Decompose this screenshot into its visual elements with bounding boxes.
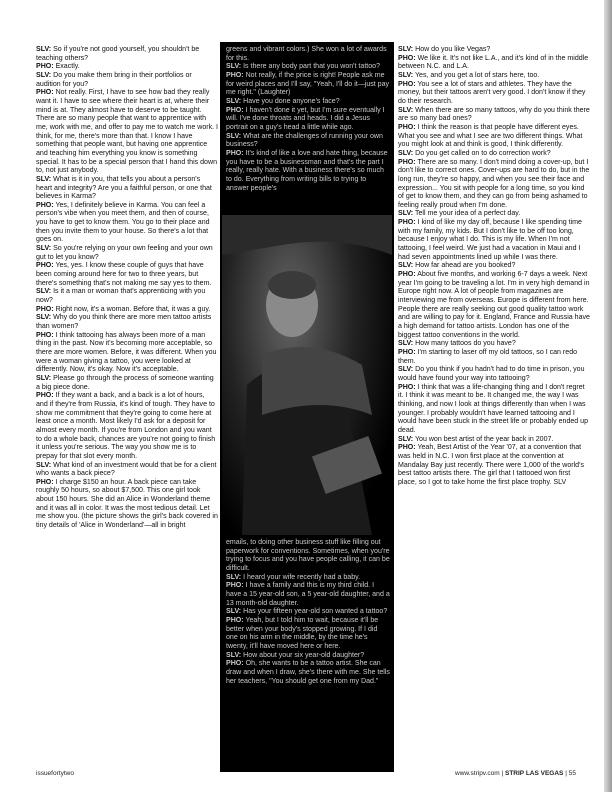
page-number: 55 xyxy=(568,770,576,777)
paragraph-text: Not really. First, I have to see how bad they really want it. I have to see where their heart is at, where their mind is at. They almost have to deserve to be taught. There are so many people that want to apprentice with me, work with me, and offer to pay me to watch me work. I think, for me, there's more than that. I know I have something that people want, but having one apprentice and teaching him everything you know is something special. It has to be a special person that I hand this down to, not just anybody. xyxy=(36,89,218,175)
interview-paragraph xyxy=(226,72,390,98)
interview-paragraph xyxy=(398,384,590,436)
paragraph-text: Do you make them bring in their portfolios or audition for you? xyxy=(36,71,192,88)
interview-paragraph xyxy=(36,288,218,305)
speaker-label: PHO: xyxy=(398,383,416,391)
speaker-label: PHO: xyxy=(36,392,54,400)
speaker-label: SLV: xyxy=(36,461,52,469)
paragraph-text: We like it. It's not like L.A., and it's kind of in the middle between N.C. and L.A. xyxy=(398,54,589,71)
speaker-label: PHO: xyxy=(226,616,244,624)
speaker-label: PHO: xyxy=(36,89,54,97)
interview-paragraph xyxy=(36,332,218,375)
speaker-label: PHO: xyxy=(398,158,416,166)
speaker-label: PHO: xyxy=(36,63,54,71)
interview-paragraph xyxy=(36,176,218,202)
interview-paragraph xyxy=(398,349,590,366)
paragraph-text: You won best artist of the year back in 2007. xyxy=(413,435,554,443)
paragraph-text: What are the challenges of running your own business? xyxy=(226,132,383,149)
footer-separator: | xyxy=(499,770,505,777)
paragraph-text: Yeah, but I told him to wait, because it'll be better when your body's stopped growing. If I did one on his arm in the middle, by the time he's twenty, it'll have moved here or here. xyxy=(226,616,379,650)
interview-paragraph xyxy=(398,444,590,487)
paragraph-text: I have a family and this is my third child. I have a 15 year-old son, a 5 year-old daughter, and a 13 month-old daughter. xyxy=(226,582,390,607)
speaker-label: SLV: xyxy=(398,435,414,443)
paragraph-text: Tell me your idea of a perfect day. xyxy=(413,210,521,218)
interview-paragraph xyxy=(398,124,590,150)
interview-paragraph xyxy=(226,107,390,133)
speaker-label: PHO: xyxy=(36,305,54,313)
interview-paragraph xyxy=(398,81,590,107)
paragraph-text: I charge $150 an hour. A back piece can take roughly 50 hours, so about $7,500. This one girl took about 150 hours. She did an Alice in Wonderland theme and it was all in color. It was the most tedious detail. Let me show you. (the picture shows the girl's back covered in tiny details of 'Alice in Wonderland'—all in bright xyxy=(36,478,218,530)
interview-paragraph xyxy=(398,366,590,383)
interview-paragraph xyxy=(36,479,218,531)
paragraph-text: Yes, I definitely believe in Karma. You can feel a person's vibe when you meet them, and then of course, you have to get to know them. You go to their place and then you invite them to your house. So there's a lot that goes on. xyxy=(36,201,210,244)
speaker-label: PHO: xyxy=(398,444,416,452)
speaker-label: SLV: xyxy=(226,132,242,140)
paragraph-text: I kind of like my day off, because I like spending time with my family, my kids. But I don't like to be off too long, because I enjoy what I do. This is my life. When I'm not tattooing, I feel weird. We just had a vacation in Maui and I had seven appointments lined up while I was there. xyxy=(398,219,582,261)
speaker-label: SLV: xyxy=(398,262,414,270)
page-edge-shadow xyxy=(604,0,612,792)
middle-column-bottom xyxy=(226,539,390,686)
interview-paragraph xyxy=(226,574,390,583)
interview-paragraph xyxy=(398,219,590,262)
left-column xyxy=(36,46,218,531)
speaker-label: SLV: xyxy=(398,149,414,157)
paragraph-text: So you're relying on your own feeling and your own gut to let you know? xyxy=(36,245,213,261)
interview-paragraph xyxy=(226,63,390,72)
paragraph-text: How many tattoos do you have? xyxy=(413,340,516,348)
speaker-label: SLV: xyxy=(36,245,52,253)
speaker-label: PHO: xyxy=(226,582,244,590)
speaker-label: PHO: xyxy=(398,80,416,88)
paragraph-text: It's kind of like a love and hate thing, because you have to be a businessman and that's the part I really, really hate. With a business there's so much to do. Everything from writing bills to trying to answer people's xyxy=(226,149,388,192)
paragraph-text: How far ahead are you booked? xyxy=(413,262,516,270)
interview-paragraph xyxy=(36,245,218,262)
paragraph-text: Why do you think there are more men tattoo artists than women? xyxy=(36,314,212,330)
paragraph-text: There are so many. I don't mind doing a cover-up, but I don't like to correct ones. Cover-ups are hard to do, but in the long run, they're so happy, and when you see their face and expression... You sit with people for a long time, so you kind of get to know them, and they can go from being ashamed to feeling really proud when I'm done. xyxy=(398,158,590,209)
speaker-label: PHO: xyxy=(226,71,244,79)
interview-paragraph xyxy=(226,539,390,574)
speaker-label: SLV: xyxy=(398,71,414,79)
speaker-label: SLV: xyxy=(36,71,52,79)
paragraph-text: Yes, and you get a lot of stars here, too. xyxy=(413,71,540,79)
interview-paragraph xyxy=(398,271,590,340)
paragraph-text: How do you like Vegas? xyxy=(413,46,491,53)
speaker-label: SLV: xyxy=(398,366,414,374)
issue-label: issuefortytwo xyxy=(36,770,74,777)
paragraph-text: I haven't done it yet, but I'm sure eventually I will. I've done throats and heads. I did a Jesus portrait on a guy's head a little while ago. xyxy=(226,106,385,131)
interview-paragraph xyxy=(36,72,218,89)
speaker-label: PHO: xyxy=(36,478,54,486)
paragraph-text: When there are so many tattoos, why do you think there are so many bad ones? xyxy=(398,106,590,123)
interview-paragraph xyxy=(226,150,390,193)
interview-paragraph xyxy=(36,392,218,461)
website-url: www.stripv.com xyxy=(455,770,500,777)
speaker-label: PHO: xyxy=(226,660,244,668)
speaker-label: SLV: xyxy=(226,63,242,71)
paragraph-text: Have you done anyone's face? xyxy=(241,97,340,105)
speaker-label: PHO: xyxy=(36,201,54,209)
paragraph-text: Not really, if the price is right! People ask me for weird places and I'll say, "Yeah, I'll do it—just pay me right." (Laughter) xyxy=(226,71,390,97)
paragraph-text: Oh, she wants to be a tattoo artist. She can draw and when I draw, she's there with me. She tells her teachers, "You should get one from my Dad." xyxy=(226,660,390,685)
speaker-label: SLV: xyxy=(226,608,242,616)
paragraph-text: Yes, yes. I know these couple of guys that have been coming around here for two to three years, but there's something that's not making me say yes to them. xyxy=(36,262,212,287)
speaker-label: PHO: xyxy=(398,219,416,227)
footer-separator-2: | xyxy=(563,770,569,777)
paragraph-text: Is it a man or woman that's apprenticing with you now? xyxy=(36,288,206,305)
speaker-label: SLV: xyxy=(36,288,52,296)
interview-paragraph xyxy=(226,98,390,107)
interview-paragraph xyxy=(398,46,590,55)
interview-paragraph xyxy=(398,262,590,271)
paragraph-text: Do you think if you hadn't had to do time in prison, you would have found your way into tattooing? xyxy=(398,366,585,382)
interview-paragraph xyxy=(36,314,218,331)
paragraph-text: emails, to doing other business stuff like filling out paperwork for conventions. Sometimes, when you're trying to focus and you have people calling, it can be difficult. xyxy=(226,539,390,572)
paragraph-text: I think the reason is that people have different eyes. What you see and what I see are two different things. What you might look at and think is good, I think differently. xyxy=(398,123,583,149)
speaker-label: PHO: xyxy=(398,271,416,279)
tattoo-artist-photo xyxy=(222,215,392,535)
paragraph-text: I think tattooing has always been more of a man thing in the past. Now it's becoming more acceptable, so there are more women. Before, it was different. When you were a woman giving a tattoo, you were looked at differently. Now, it's okay. Now it's acceptable. xyxy=(36,331,217,374)
interview-paragraph xyxy=(36,89,218,176)
interview-paragraph xyxy=(398,159,590,211)
speaker-label: PHO: xyxy=(398,123,416,131)
interview-paragraph xyxy=(36,375,218,392)
speaker-label: SLV: xyxy=(36,314,52,322)
speaker-label: PHO: xyxy=(226,106,244,114)
interview-paragraph xyxy=(398,72,590,81)
paragraph-text: I'm starting to laser off my old tattoos, so I can redo them. xyxy=(398,348,578,365)
speaker-label: SLV: xyxy=(226,97,242,105)
interview-paragraph xyxy=(36,262,218,288)
interview-paragraph xyxy=(36,202,218,245)
middle-column-top xyxy=(226,46,390,193)
speaker-label: SLV: xyxy=(398,210,414,218)
paragraph-text: About five months, and working 6-7 days a week. Next year I'm going to be traveling a lot. I'm in very high demand in Europe right now. A lot of people from magazines are interviewing me from overseas. Europe is different from here. People there are really seeking out good quality tattoo work and are willing to pay for it. England, France and Russia have a high demand for tattoo artists. London has one of the biggest tattoo conventions in the world. xyxy=(398,271,590,339)
interview-paragraph xyxy=(36,63,218,72)
interview-paragraph xyxy=(398,107,590,124)
interview-paragraph xyxy=(398,340,590,349)
paragraph-text: Do you get called on to do correction work? xyxy=(413,149,551,157)
interview-paragraph xyxy=(226,608,390,617)
paragraph-text: What kind of an investment would that be for a client who wants a back piece? xyxy=(36,461,217,478)
interview-paragraph xyxy=(398,210,590,219)
paragraph-text: Has your fifteen year-old son wanted a tattoo? xyxy=(241,608,388,616)
right-column xyxy=(398,46,590,487)
magazine-name: STRIP LAS VEGAS xyxy=(504,770,564,777)
speaker-label: SLV: xyxy=(226,573,242,581)
speaker-label: SLV: xyxy=(36,175,52,183)
interview-paragraph xyxy=(398,55,590,72)
interview-paragraph xyxy=(398,150,590,159)
speaker-label: SLV: xyxy=(226,651,242,659)
paragraph-text: Yeah, Best Artist of the Year '07, at a convention that was held in N.C. I won first place at the convention at Mandalay Bay just recently. There were 1,000 of the world's best tattoo artists there. The girl that I tattooed won first place, so I got to take home the first place trophy. SLV xyxy=(398,444,584,486)
speaker-label: SLV: xyxy=(398,106,414,114)
interview-paragraph xyxy=(226,617,390,652)
speaker-label: SLV: xyxy=(36,374,52,382)
interview-paragraph xyxy=(36,306,218,315)
paragraph-text: greens and vibrant colors.) She won a lot of awards for this. xyxy=(226,46,387,62)
paragraph-text: If they want a back, and a back is a lot of hours, and if they're from Russia, it's kind of tough. They have to show me commitment that they're going to come here at least once a month. Most likely I'd ask for a deposit for almost every month. If you're from London and you want to do a whole back, chances are you're not going to finish it unless you're serious. The way you show me is to prepay for that slot every month. xyxy=(36,392,216,460)
interview-paragraph xyxy=(226,660,390,686)
paragraph-text: What is it in you, that tells you about a person's heart and integrity? Are you a faithful person, or one that believes in Karma? xyxy=(36,175,212,201)
paragraph-text: How about your six year-old daughter? xyxy=(241,651,365,659)
paragraph-text: You see a lot of stars and athletes. They have the money, but their tattoos aren't very good. I don't know if they do their research. xyxy=(398,80,586,105)
interview-paragraph xyxy=(226,46,390,63)
interview-paragraph xyxy=(226,652,390,661)
interview-paragraph xyxy=(226,133,390,150)
interview-paragraph xyxy=(398,436,590,445)
paragraph-text: I heard your wife recently had a baby. xyxy=(241,573,361,581)
speaker-label: PHO: xyxy=(36,331,54,339)
paragraph-text: Exactly. xyxy=(53,63,80,71)
paragraph-text: I think that was a life-changing thing and I don't regret it. I think it was meant to be. It changed me, the way I was thinking, and now I look at things differently than when I was younger. I probably wouldn't have learned tattooing and I would have been stuck in the street life or probably ended up dead. xyxy=(398,383,588,434)
speaker-label: SLV: xyxy=(36,46,52,53)
speaker-label: PHO: xyxy=(398,348,416,356)
page-footer xyxy=(455,770,576,777)
interview-paragraph xyxy=(226,582,390,608)
speaker-label: SLV: xyxy=(398,46,414,53)
interview-paragraph xyxy=(36,462,218,479)
paragraph-text: Right now, it's a woman. Before that, it was a guy. xyxy=(53,305,211,313)
interview-paragraph xyxy=(36,46,218,63)
speaker-label: SLV: xyxy=(398,340,414,348)
speaker-label: PHO: xyxy=(36,262,54,270)
paragraph-text: Please go through the process of someone wanting a big piece done. xyxy=(36,374,214,391)
paragraph-text: So if you're not good yourself, you shouldn't be teaching others? xyxy=(36,46,200,62)
paragraph-text: Is there any body part that you won't tattoo? xyxy=(241,63,380,71)
speaker-label: PHO: xyxy=(226,149,244,157)
speaker-label: PHO: xyxy=(398,54,416,62)
